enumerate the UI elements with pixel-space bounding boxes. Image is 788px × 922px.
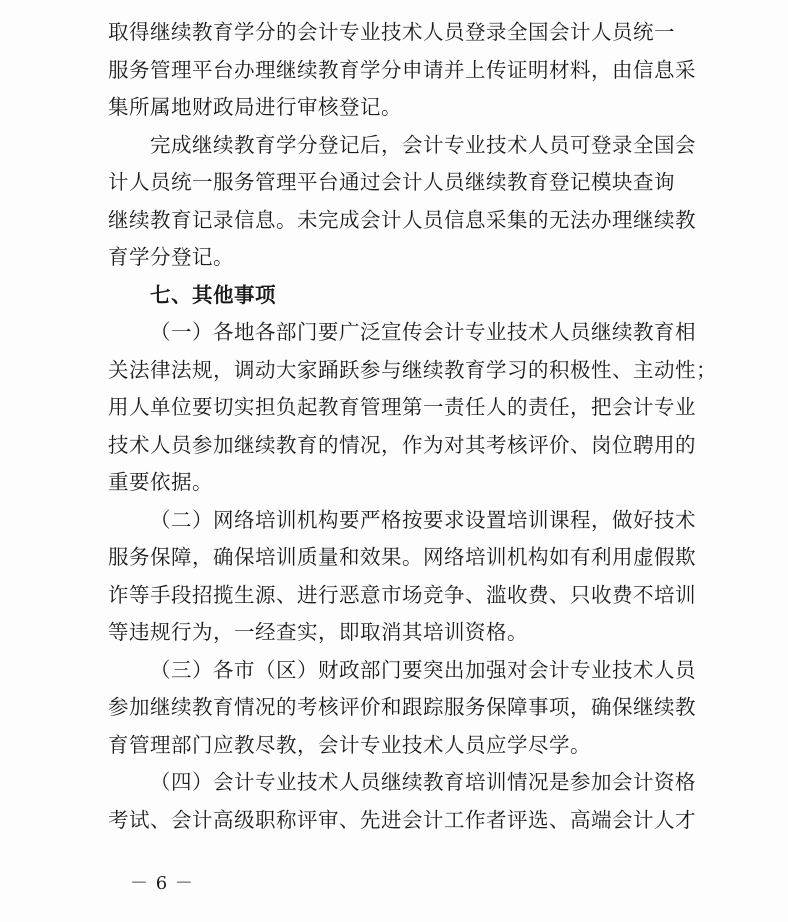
- section-heading: 七、其他事项: [150, 282, 276, 307]
- text-line: 考试、会计高级职称评审、先进会计工作者评选、高端会计人才: [108, 807, 696, 832]
- text-line: 重要依据。: [108, 470, 213, 494]
- paragraph-start-line: 完成继续教育学分登记后，会计专业技术人员可登录全国会: [150, 132, 696, 157]
- text-line: 集所属地财政局进行审核登记。: [108, 95, 402, 119]
- text-line: 等违规行为，一经查实，即取消其培训资格。: [108, 620, 528, 644]
- text-line: 参加继续教育情况的考核评价和跟踪服务保障事项，确保继续教: [108, 695, 696, 719]
- page-number: － 6 －: [130, 873, 194, 894]
- text-line: 用人单位要切实担负起教育管理第一责任人的责任，把会计专业: [108, 395, 696, 419]
- text-line: 育学分登记。: [108, 245, 234, 269]
- body-text: [108, 14, 717, 839]
- text-line: 计人员统一服务管理平台通过会计人员继续教育登记模块查询: [108, 170, 675, 194]
- text-line: 诈等手段招揽生源、进行恶意市场竞争、滥收费、只收费不培训: [108, 582, 696, 607]
- text-line: 技术人员参加继续教育的情况，作为对其考核评价、岗位聘用的: [108, 432, 696, 457]
- text-line: 育管理部门应教尽教，会计专业技术人员应学尽学。: [108, 732, 591, 757]
- text-line: 服务保障，确保培训质量和效果。网络培训机构如有利用虚假欺: [108, 545, 696, 569]
- text-line: 关法律法规，调动大家踊跃参与继续教育学习的积极性、主动性；: [108, 357, 717, 382]
- paragraph-start-line: （二）网络培训机构要严格按要求设置培训课程，做好技术: [150, 507, 696, 532]
- paragraph-start-line: （三）各市（区）财政部门要突出加强对会计专业技术人员: [150, 657, 696, 682]
- text-line: 取得继续教育学分的会计专业技术人员登录全国会计人员统一: [108, 20, 675, 44]
- text-line: 服务管理平台办理继续教育学分申请并上传证明材料，由信息采: [108, 57, 696, 82]
- paragraph-start-line: （一）各地各部门要广泛宣传会计专业技术人员继续教育相: [150, 320, 696, 344]
- text-line: 继续教育记录信息。未完成会计人员信息采集的无法办理继续教: [108, 207, 696, 232]
- paragraph-start-line: （四）会计专业技术人员继续教育培训情况是参加会计资格: [150, 770, 696, 794]
